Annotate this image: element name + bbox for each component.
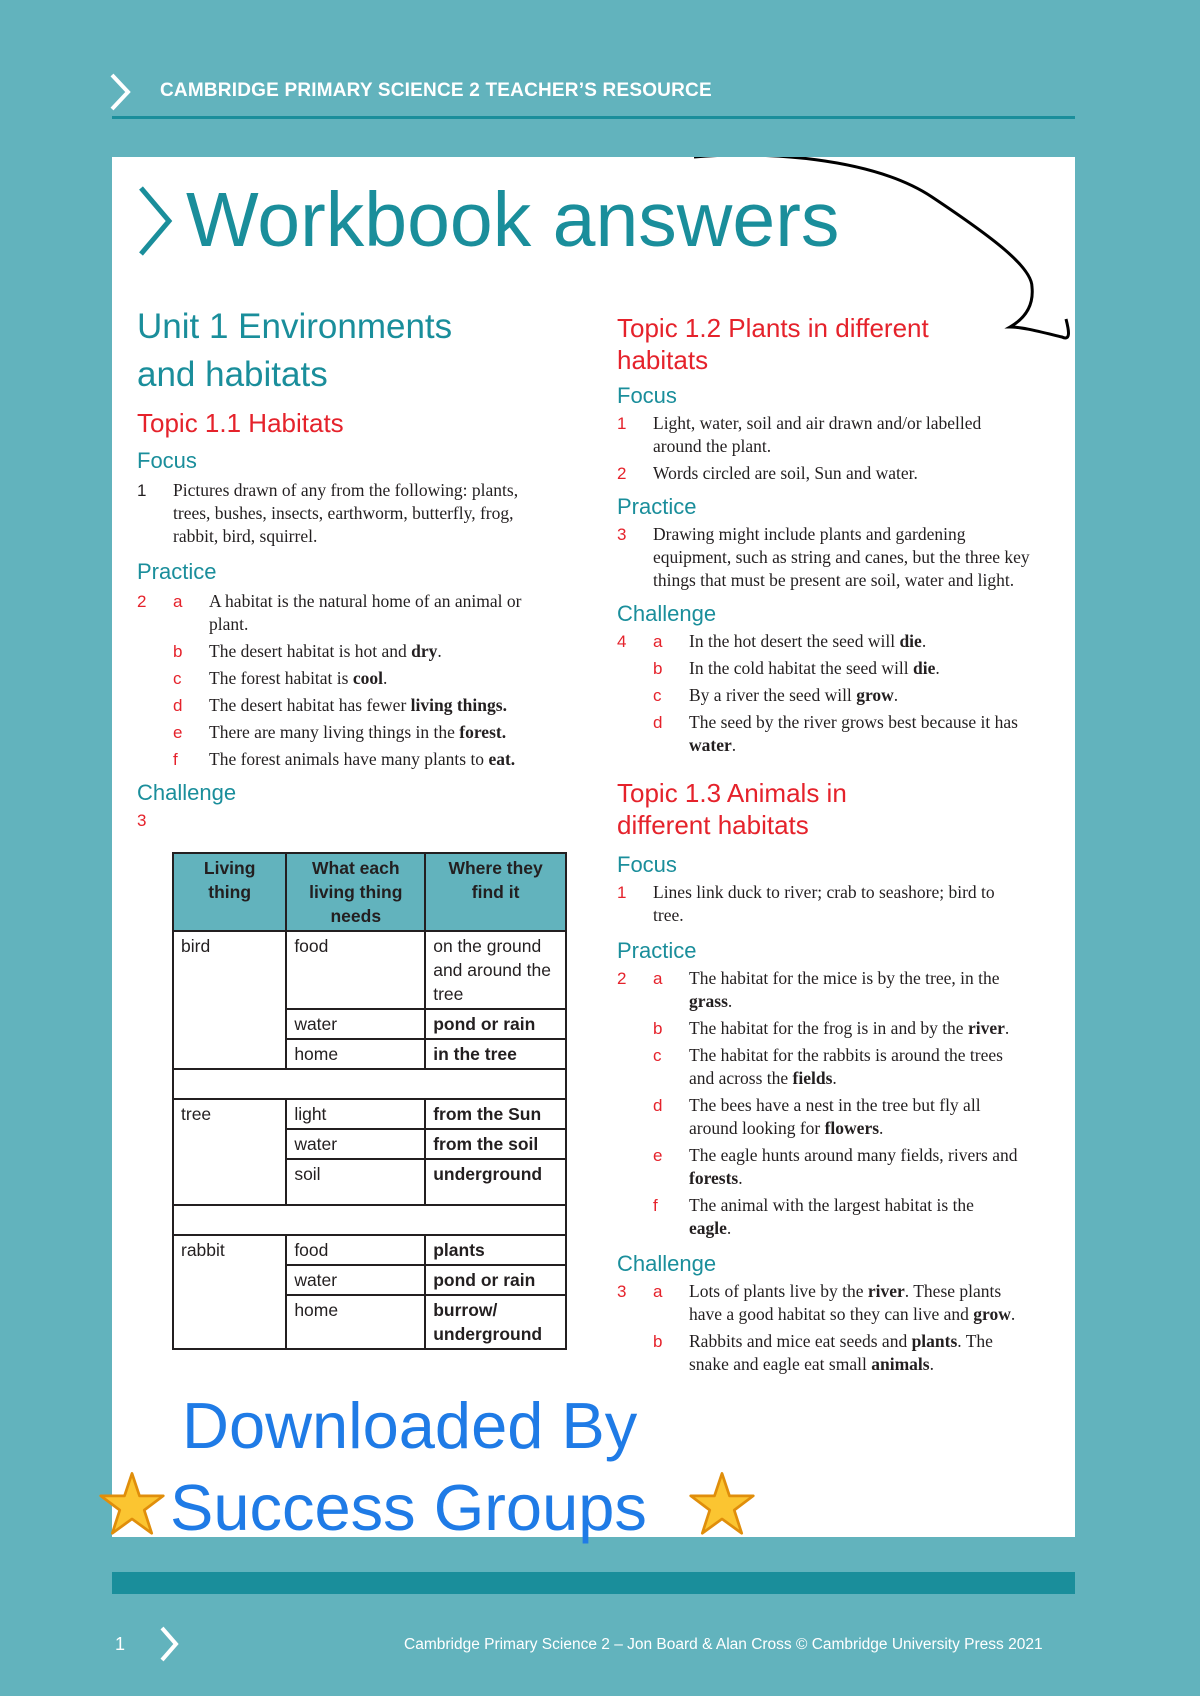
item-text: The seed by the river grows best because it has water. [689,712,1018,755]
item-letter: f [653,1196,658,1215]
topic-1-2-title-line1: Topic 1.2 Plants in different [617,313,929,343]
item-text: The forest animals have many plants to eat. [209,749,516,769]
table-cell: food [286,1235,425,1265]
item-letter: a [653,969,663,988]
section-challenge-label: Challenge [617,1251,717,1276]
item-text: The animal with the largest habitat is the eagle. [689,1195,974,1238]
list-item [617,412,1047,458]
item-letter: c [173,669,182,688]
list-item [137,479,567,548]
section-challenge-label: Challenge [137,780,237,805]
list-item [617,523,1047,592]
item-text: In the cold habitat the seed will die. [689,658,940,678]
list-item [617,630,1047,653]
item-text: Light, water, soil and air drawn and/or labelled around the plant. [653,413,982,456]
item-number: 1 [137,481,147,500]
list-item [617,1144,1047,1190]
item-letter: c [653,1046,662,1065]
list-item [617,657,1047,680]
item-number: 2 [137,592,147,611]
item-text: A habitat is the natural home of an animal or plant. [209,591,522,634]
item-letter: c [653,686,662,705]
table-cell: from the Sun [425,1099,566,1129]
item-text: Drawing might include plants and gardening equipment, such as string and canes, but the three key things that must be present are soil, water and light. [653,524,1030,590]
item-text: The desert habitat has fewer living things. [209,695,507,715]
item-number: 3 [617,525,627,544]
table-spacer-row [173,1069,566,1099]
header-chevron-icon [108,72,132,112]
list-item [137,590,567,636]
list-item [137,640,567,663]
list-item [617,1017,1047,1040]
item-letter: b [173,642,183,661]
item-letter: b [653,1019,663,1038]
table-row [173,931,566,1009]
watermark-line2: Success Groups [170,1471,647,1544]
item-text: Lots of plants live by the river. These plants have a good habitat so they can live and grow. [689,1281,1016,1324]
item-letter: e [653,1146,663,1165]
star-icon [98,1470,166,1538]
list-item [617,967,1047,1013]
title-chevron-icon [136,184,176,258]
item-number: 2 [617,969,627,988]
table-cell: home [286,1295,425,1349]
header-title: CAMBRIDGE PRIMARY SCIENCE 2 TEACHER’S RESOURCE [160,80,712,101]
table-cell: food [286,931,425,1009]
item-text: By a river the seed will grow. [689,685,899,705]
page-number: 1 [115,1634,126,1654]
table-spacer-row [173,1205,566,1235]
watermark-line1: Downloaded By [182,1389,638,1462]
list-item [137,667,567,690]
unit-title-line2: and habitats [137,355,328,394]
topic-1-2-title-line2: habitats [617,345,709,375]
footer-chevron-icon [158,1625,180,1663]
table-cell-living-thing: tree [173,1099,286,1205]
practice-list [137,590,567,771]
practice-list [617,967,1047,1240]
item-number: 2 [617,464,627,483]
section-practice-label: Practice [137,559,217,584]
section-focus-label: Focus [617,852,677,877]
table-cell: water [286,1265,425,1295]
item-number: 1 [617,883,627,902]
item-letter: d [653,713,663,732]
challenge-list [617,630,1047,757]
item-letter: f [173,750,178,769]
item-letter: d [173,696,183,715]
list-item [137,721,567,744]
table-cell: water [286,1009,425,1039]
habitat-needs-table [172,852,567,1350]
item-number: 3 [617,1282,627,1301]
item-letter: a [653,632,663,651]
left-column [137,303,567,831]
challenge-list [617,1280,1047,1376]
page-title-text: Workbook answers [186,177,840,263]
list-item [617,1280,1047,1326]
topic-1-3-title-line2: different habitats [617,810,809,840]
item-letter: e [173,723,183,742]
table-cell: from the soil [425,1129,566,1159]
table-cell: soil [286,1159,425,1205]
table-cell: water [286,1129,425,1159]
table-header-cell: Living thing [173,853,286,931]
list-item [137,694,567,717]
list-item [617,462,1047,485]
unit-title-line1: Unit 1 Environments [137,307,453,346]
item-text: Pictures drawn of any from the following: plants, trees, bushes, insects, earthworm, butterfly, frog, rabbit, bird, squirrel. [173,480,519,546]
right-column [617,312,1047,1376]
table-header-row [173,853,566,931]
item-letter: a [173,592,183,611]
table-row [173,1235,566,1265]
item-text: Lines link duck to river; crab to seashore; bird to tree. [653,882,995,925]
table-cell: in the tree [425,1039,566,1069]
item-letter: a [653,1282,663,1301]
item-number: 4 [617,632,627,651]
table-cell: light [286,1099,425,1129]
star-icon [688,1470,756,1538]
table-cell: pond or rain [425,1009,566,1039]
list-item [617,1194,1047,1240]
item-text: The forest habitat is cool. [209,668,388,688]
table-cell: underground [425,1159,566,1205]
practice-list [617,523,1047,592]
section-challenge-label: Challenge [617,601,717,626]
list-item [617,711,1047,757]
section-practice-label: Practice [617,494,697,519]
item-number: 1 [617,414,627,433]
table-cell: plants [425,1235,566,1265]
item-text: The bees have a nest in the tree but fly all around looking for flowers. [689,1095,981,1138]
bottom-bar [112,1572,1075,1594]
table-header-cell: Where they find it [425,853,566,931]
list-item [617,881,1047,927]
item-text: The desert habitat is hot and dry. [209,641,442,661]
topic-1-1-title: Topic 1.1 Habitats [137,408,344,438]
item-text: The eagle hunts around many fields, rivers and forests. [689,1145,1018,1188]
list-item [617,1094,1047,1140]
table-cell-living-thing: bird [173,931,286,1069]
item-text: The habitat for the frog is in and by the river. [689,1018,1010,1038]
footer-copyright: Cambridge Primary Science 2 – Jon Board & Alan Cross © Cambridge University Press 2021 [404,1636,1043,1653]
section-focus-label: Focus [137,448,197,473]
item-text: Rabbits and mice eat seeds and plants. The snake and eagle eat small animals. [689,1331,993,1374]
table-cell: on the ground and around the tree [425,931,566,1009]
section-focus-label: Focus [617,383,677,408]
table-cell-living-thing: rabbit [173,1235,286,1349]
focus-list [617,881,1047,927]
list-item [617,684,1047,707]
item-letter: b [653,1332,663,1351]
list-item [617,1330,1047,1376]
table-header-cell: What each living thing needs [286,853,425,931]
list-item [617,1044,1047,1090]
list-item [137,748,567,771]
item-letter: b [653,659,663,678]
focus-list [617,412,1047,485]
section-practice-label: Practice [617,938,697,963]
item-text: There are many living things in the forest. [209,722,507,742]
item-text: In the hot desert the seed will die. [689,631,927,651]
item-text: The habitat for the rabbits is around the trees and across the fields. [689,1045,1003,1088]
item-number: 3 [137,811,147,830]
table-cell: burrow/ underground [425,1295,566,1349]
table-cell: home [286,1039,425,1069]
item-text: The habitat for the mice is by the tree, in the grass. [689,968,1000,1011]
table-row [173,1099,566,1129]
page-title [136,177,840,263]
item-letter: d [653,1096,663,1115]
item-text: Words circled are soil, Sun and water. [653,463,918,483]
table-cell: pond or rain [425,1265,566,1295]
header-rule [112,116,1075,119]
topic-1-3-title-line1: Topic 1.3 Animals in [617,778,847,808]
